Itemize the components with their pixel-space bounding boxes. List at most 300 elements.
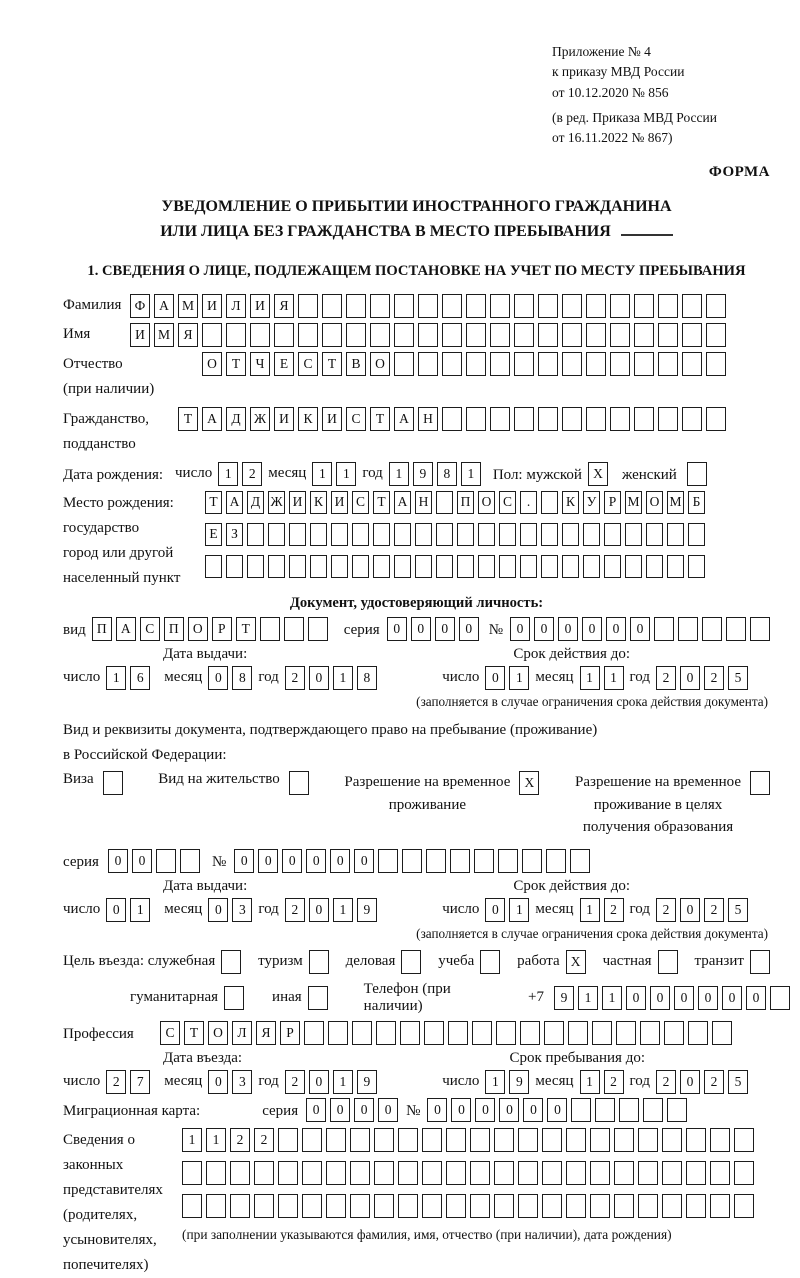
- char-cell[interactable]: [278, 1161, 298, 1185]
- doc-issue-year-cells[interactable]: [285, 666, 377, 690]
- char-cell[interactable]: 1: [604, 666, 624, 690]
- char-cell[interactable]: [373, 555, 390, 578]
- char-cell[interactable]: [658, 352, 678, 376]
- stay-month-cells[interactable]: [580, 1070, 624, 1094]
- char-cell[interactable]: [614, 1194, 634, 1218]
- migration-number-cells[interactable]: [427, 1098, 687, 1122]
- char-cell[interactable]: [640, 1021, 660, 1045]
- char-cell[interactable]: [688, 1021, 708, 1045]
- char-cell[interactable]: [686, 1128, 706, 1152]
- char-cell[interactable]: [686, 1161, 706, 1185]
- char-cell[interactable]: [442, 294, 462, 318]
- char-cell[interactable]: 0: [411, 617, 431, 641]
- char-cell[interactable]: 1: [580, 666, 600, 690]
- char-cell[interactable]: 0: [606, 617, 626, 641]
- char-cell[interactable]: [302, 1194, 322, 1218]
- char-cell[interactable]: [394, 294, 414, 318]
- char-cell[interactable]: Т: [236, 617, 256, 641]
- purpose-business-checkbox[interactable]: [401, 950, 421, 974]
- char-cell[interactable]: [156, 849, 176, 873]
- char-cell[interactable]: 1: [333, 1070, 353, 1094]
- doc-issue-month-cells[interactable]: [208, 666, 252, 690]
- char-cell[interactable]: 2: [704, 1070, 724, 1094]
- char-cell[interactable]: [376, 1021, 396, 1045]
- char-cell[interactable]: С: [140, 617, 160, 641]
- char-cell[interactable]: 2: [604, 1070, 624, 1094]
- char-cell[interactable]: [496, 1021, 516, 1045]
- char-cell[interactable]: [520, 523, 537, 546]
- char-cell[interactable]: [658, 294, 678, 318]
- char-cell[interactable]: [590, 1161, 610, 1185]
- char-cell[interactable]: [688, 555, 705, 578]
- char-cell[interactable]: 2: [254, 1128, 274, 1152]
- char-cell[interactable]: [457, 555, 474, 578]
- char-cell[interactable]: [542, 1128, 562, 1152]
- char-cell[interactable]: [350, 1194, 370, 1218]
- name-cells[interactable]: [130, 323, 726, 347]
- char-cell[interactable]: [373, 523, 390, 546]
- char-cell[interactable]: С: [499, 491, 516, 514]
- char-cell[interactable]: [322, 323, 342, 347]
- char-cell[interactable]: [538, 407, 558, 431]
- char-cell[interactable]: А: [394, 407, 414, 431]
- char-cell[interactable]: Я: [178, 323, 198, 347]
- char-cell[interactable]: Т: [184, 1021, 204, 1045]
- char-cell[interactable]: [490, 294, 510, 318]
- char-cell[interactable]: 3: [232, 1070, 252, 1094]
- char-cell[interactable]: [562, 407, 582, 431]
- char-cell[interactable]: [583, 555, 600, 578]
- char-cell[interactable]: М: [625, 491, 642, 514]
- char-cell[interactable]: [400, 1021, 420, 1045]
- char-cell[interactable]: [566, 1128, 586, 1152]
- char-cell[interactable]: 1: [312, 462, 332, 486]
- char-cell[interactable]: [562, 294, 582, 318]
- char-cell[interactable]: [562, 352, 582, 376]
- char-cell[interactable]: [394, 555, 411, 578]
- char-cell[interactable]: Т: [178, 407, 198, 431]
- char-cell[interactable]: [595, 1098, 615, 1122]
- char-cell[interactable]: 0: [510, 617, 530, 641]
- char-cell[interactable]: [490, 323, 510, 347]
- char-cell[interactable]: [418, 294, 438, 318]
- char-cell[interactable]: 9: [413, 462, 433, 486]
- char-cell[interactable]: Р: [280, 1021, 300, 1045]
- char-cell[interactable]: [278, 1194, 298, 1218]
- char-cell[interactable]: [352, 555, 369, 578]
- char-cell[interactable]: 0: [680, 898, 700, 922]
- char-cell[interactable]: К: [298, 407, 318, 431]
- char-cell[interactable]: 0: [680, 1070, 700, 1094]
- birthplace-row2-cells[interactable]: [205, 523, 705, 546]
- char-cell[interactable]: [446, 1161, 466, 1185]
- char-cell[interactable]: 0: [674, 986, 694, 1010]
- char-cell[interactable]: [206, 1161, 226, 1185]
- char-cell[interactable]: [568, 1021, 588, 1045]
- char-cell[interactable]: [374, 1161, 394, 1185]
- char-cell[interactable]: [326, 1194, 346, 1218]
- char-cell[interactable]: [254, 1194, 274, 1218]
- char-cell[interactable]: [662, 1161, 682, 1185]
- char-cell[interactable]: 0: [330, 1098, 350, 1122]
- char-cell[interactable]: [710, 1194, 730, 1218]
- char-cell[interactable]: [418, 352, 438, 376]
- char-cell[interactable]: К: [310, 491, 327, 514]
- char-cell[interactable]: 0: [485, 898, 505, 922]
- char-cell[interactable]: [450, 849, 470, 873]
- char-cell[interactable]: 2: [704, 898, 724, 922]
- char-cell[interactable]: X: [519, 771, 539, 795]
- char-cell[interactable]: 1: [333, 666, 353, 690]
- char-cell[interactable]: 8: [437, 462, 457, 486]
- char-cell[interactable]: [254, 1161, 274, 1185]
- char-cell[interactable]: [614, 1128, 634, 1152]
- char-cell[interactable]: 0: [234, 849, 254, 873]
- char-cell[interactable]: [289, 771, 309, 795]
- char-cell[interactable]: [638, 1128, 658, 1152]
- char-cell[interactable]: [586, 294, 606, 318]
- char-cell[interactable]: [686, 1194, 706, 1218]
- char-cell[interactable]: [442, 352, 462, 376]
- char-cell[interactable]: [470, 1161, 490, 1185]
- char-cell[interactable]: О: [188, 617, 208, 641]
- char-cell[interactable]: Я: [256, 1021, 276, 1045]
- char-cell[interactable]: [678, 617, 698, 641]
- char-cell[interactable]: 0: [459, 617, 479, 641]
- char-cell[interactable]: 0: [258, 849, 278, 873]
- char-cell[interactable]: О: [208, 1021, 228, 1045]
- char-cell[interactable]: [415, 523, 432, 546]
- char-cell[interactable]: Т: [226, 352, 246, 376]
- char-cell[interactable]: [466, 294, 486, 318]
- char-cell[interactable]: [614, 1161, 634, 1185]
- char-cell[interactable]: 1: [509, 666, 529, 690]
- char-cell[interactable]: [446, 1128, 466, 1152]
- char-cell[interactable]: М: [154, 323, 174, 347]
- char-cell[interactable]: [494, 1194, 514, 1218]
- char-cell[interactable]: [610, 294, 630, 318]
- char-cell[interactable]: [436, 555, 453, 578]
- char-cell[interactable]: [590, 1128, 610, 1152]
- char-cell[interactable]: 1: [580, 898, 600, 922]
- char-cell[interactable]: [180, 849, 200, 873]
- char-cell[interactable]: [202, 323, 222, 347]
- char-cell[interactable]: 2: [704, 666, 724, 690]
- char-cell[interactable]: [103, 771, 123, 795]
- char-cell[interactable]: [562, 555, 579, 578]
- char-cell[interactable]: [378, 849, 398, 873]
- char-cell[interactable]: [260, 617, 280, 641]
- entry-month-cells[interactable]: [208, 1070, 252, 1094]
- char-cell[interactable]: 5: [728, 666, 748, 690]
- char-cell[interactable]: [394, 523, 411, 546]
- char-cell[interactable]: [331, 555, 348, 578]
- char-cell[interactable]: 6: [130, 666, 150, 690]
- char-cell[interactable]: 0: [208, 1070, 228, 1094]
- char-cell[interactable]: [278, 1128, 298, 1152]
- char-cell[interactable]: [667, 555, 684, 578]
- char-cell[interactable]: [247, 555, 264, 578]
- purpose-humanitarian-checkbox[interactable]: [224, 986, 244, 1010]
- char-cell[interactable]: [326, 1161, 346, 1185]
- char-cell[interactable]: [298, 323, 318, 347]
- char-cell[interactable]: 0: [435, 617, 455, 641]
- char-cell[interactable]: [604, 555, 621, 578]
- char-cell[interactable]: [654, 617, 674, 641]
- entry-day-cells[interactable]: [106, 1070, 150, 1094]
- char-cell[interactable]: [402, 849, 422, 873]
- char-cell[interactable]: И: [130, 323, 150, 347]
- char-cell[interactable]: 1: [389, 462, 409, 486]
- char-cell[interactable]: [658, 323, 678, 347]
- char-cell[interactable]: И: [250, 294, 270, 318]
- char-cell[interactable]: [726, 617, 746, 641]
- char-cell[interactable]: [750, 617, 770, 641]
- migration-series-cells[interactable]: [306, 1098, 398, 1122]
- char-cell[interactable]: [586, 407, 606, 431]
- char-cell[interactable]: [436, 491, 453, 514]
- char-cell[interactable]: 2: [656, 1070, 676, 1094]
- char-cell[interactable]: 0: [306, 849, 326, 873]
- char-cell[interactable]: [470, 1128, 490, 1152]
- char-cell[interactable]: 1: [106, 666, 126, 690]
- char-cell[interactable]: 0: [722, 986, 742, 1010]
- char-cell[interactable]: 0: [499, 1098, 519, 1122]
- char-cell[interactable]: [514, 407, 534, 431]
- char-cell[interactable]: 0: [523, 1098, 543, 1122]
- char-cell[interactable]: [289, 555, 306, 578]
- char-cell[interactable]: 1: [182, 1128, 202, 1152]
- char-cell[interactable]: И: [289, 491, 306, 514]
- char-cell[interactable]: 9: [357, 1070, 377, 1094]
- char-cell[interactable]: [472, 1021, 492, 1045]
- char-cell[interactable]: [422, 1194, 442, 1218]
- citizenship-cells[interactable]: [178, 407, 726, 431]
- char-cell[interactable]: [221, 950, 241, 974]
- sex-male-checkbox[interactable]: [588, 462, 608, 486]
- doc-number-cells[interactable]: [510, 617, 770, 641]
- char-cell[interactable]: [308, 617, 328, 641]
- char-cell[interactable]: [474, 849, 494, 873]
- char-cell[interactable]: [310, 523, 327, 546]
- char-cell[interactable]: [374, 1194, 394, 1218]
- stay-year-cells[interactable]: [656, 1070, 748, 1094]
- purpose-study-checkbox[interactable]: [480, 950, 500, 974]
- char-cell[interactable]: [514, 323, 534, 347]
- char-cell[interactable]: [466, 323, 486, 347]
- char-cell[interactable]: 0: [309, 898, 329, 922]
- char-cell[interactable]: 0: [378, 1098, 398, 1122]
- char-cell[interactable]: П: [164, 617, 184, 641]
- char-cell[interactable]: [566, 1194, 586, 1218]
- char-cell[interactable]: [394, 323, 414, 347]
- char-cell[interactable]: 0: [451, 1098, 471, 1122]
- char-cell[interactable]: [546, 849, 566, 873]
- char-cell[interactable]: [566, 1161, 586, 1185]
- char-cell[interactable]: 0: [475, 1098, 495, 1122]
- char-cell[interactable]: [308, 986, 328, 1010]
- char-cell[interactable]: П: [457, 491, 474, 514]
- char-cell[interactable]: [541, 555, 558, 578]
- char-cell[interactable]: 0: [132, 849, 152, 873]
- char-cell[interactable]: [518, 1128, 538, 1152]
- char-cell[interactable]: [478, 523, 495, 546]
- sex-female-checkbox[interactable]: [687, 462, 707, 486]
- char-cell[interactable]: [706, 407, 726, 431]
- char-cell[interactable]: [350, 1161, 370, 1185]
- char-cell[interactable]: [616, 1021, 636, 1045]
- residence-valid-month-cells[interactable]: [580, 898, 624, 922]
- char-cell[interactable]: С: [298, 352, 318, 376]
- char-cell[interactable]: [706, 323, 726, 347]
- char-cell[interactable]: Л: [226, 294, 246, 318]
- char-cell[interactable]: .: [520, 491, 537, 514]
- char-cell[interactable]: 0: [208, 666, 228, 690]
- char-cell[interactable]: [268, 523, 285, 546]
- char-cell[interactable]: 2: [230, 1128, 250, 1152]
- char-cell[interactable]: [346, 294, 366, 318]
- char-cell[interactable]: [401, 950, 421, 974]
- char-cell[interactable]: М: [667, 491, 684, 514]
- char-cell[interactable]: Д: [226, 407, 246, 431]
- char-cell[interactable]: [426, 849, 446, 873]
- char-cell[interactable]: [770, 986, 790, 1010]
- char-cell[interactable]: [604, 523, 621, 546]
- char-cell[interactable]: 9: [509, 1070, 529, 1094]
- char-cell[interactable]: [610, 407, 630, 431]
- char-cell[interactable]: [247, 523, 264, 546]
- char-cell[interactable]: [182, 1194, 202, 1218]
- char-cell[interactable]: [682, 352, 702, 376]
- char-cell[interactable]: [643, 1098, 663, 1122]
- char-cell[interactable]: 0: [208, 898, 228, 922]
- char-cell[interactable]: [457, 523, 474, 546]
- char-cell[interactable]: [289, 523, 306, 546]
- char-cell[interactable]: Т: [373, 491, 390, 514]
- char-cell[interactable]: А: [202, 407, 222, 431]
- birth-month-cells[interactable]: [312, 462, 356, 486]
- char-cell[interactable]: 2: [285, 1070, 305, 1094]
- char-cell[interactable]: О: [370, 352, 390, 376]
- char-cell[interactable]: 0: [427, 1098, 447, 1122]
- char-cell[interactable]: [592, 1021, 612, 1045]
- char-cell[interactable]: [625, 555, 642, 578]
- residence-permit-checkbox[interactable]: [289, 771, 309, 795]
- char-cell[interactable]: [226, 555, 243, 578]
- char-cell[interactable]: Ч: [250, 352, 270, 376]
- char-cell[interactable]: [586, 352, 606, 376]
- char-cell[interactable]: 0: [650, 986, 670, 1010]
- char-cell[interactable]: О: [478, 491, 495, 514]
- char-cell[interactable]: [352, 523, 369, 546]
- char-cell[interactable]: [610, 323, 630, 347]
- char-cell[interactable]: [302, 1128, 322, 1152]
- char-cell[interactable]: [205, 555, 222, 578]
- char-cell[interactable]: С: [352, 491, 369, 514]
- char-cell[interactable]: X: [566, 950, 586, 974]
- char-cell[interactable]: [734, 1128, 754, 1152]
- char-cell[interactable]: 0: [282, 849, 302, 873]
- char-cell[interactable]: [230, 1194, 250, 1218]
- char-cell[interactable]: [498, 849, 518, 873]
- birthplace-row1-cells[interactable]: [205, 491, 705, 514]
- char-cell[interactable]: 0: [309, 1070, 329, 1094]
- char-cell[interactable]: [418, 323, 438, 347]
- char-cell[interactable]: [544, 1021, 564, 1045]
- char-cell[interactable]: [682, 323, 702, 347]
- char-cell[interactable]: [466, 352, 486, 376]
- char-cell[interactable]: [370, 323, 390, 347]
- char-cell[interactable]: Ж: [268, 491, 285, 514]
- char-cell[interactable]: [646, 523, 663, 546]
- surname-cells[interactable]: [130, 294, 726, 318]
- patronymic-cells[interactable]: [202, 352, 726, 376]
- char-cell[interactable]: [518, 1161, 538, 1185]
- char-cell[interactable]: 0: [534, 617, 554, 641]
- char-cell[interactable]: [446, 1194, 466, 1218]
- char-cell[interactable]: 1: [336, 462, 356, 486]
- char-cell[interactable]: 0: [106, 898, 126, 922]
- char-cell[interactable]: [662, 1128, 682, 1152]
- char-cell[interactable]: Е: [205, 523, 222, 546]
- char-cell[interactable]: [309, 950, 329, 974]
- char-cell[interactable]: 2: [604, 898, 624, 922]
- char-cell[interactable]: [571, 1098, 591, 1122]
- char-cell[interactable]: [658, 407, 678, 431]
- purpose-other-checkbox[interactable]: [308, 986, 328, 1010]
- char-cell[interactable]: В: [346, 352, 366, 376]
- char-cell[interactable]: [448, 1021, 468, 1045]
- residence-issue-day-cells[interactable]: [106, 898, 150, 922]
- phone-cells[interactable]: [554, 986, 790, 1010]
- char-cell[interactable]: [370, 294, 390, 318]
- doc-valid-month-cells[interactable]: [580, 666, 624, 690]
- char-cell[interactable]: [470, 1194, 490, 1218]
- char-cell[interactable]: [350, 1128, 370, 1152]
- char-cell[interactable]: [583, 523, 600, 546]
- char-cell[interactable]: [634, 323, 654, 347]
- char-cell[interactable]: [326, 1128, 346, 1152]
- char-cell[interactable]: [398, 1194, 418, 1218]
- char-cell[interactable]: 0: [626, 986, 646, 1010]
- char-cell[interactable]: X: [588, 462, 608, 486]
- char-cell[interactable]: 0: [354, 849, 374, 873]
- char-cell[interactable]: 0: [485, 666, 505, 690]
- char-cell[interactable]: 0: [309, 666, 329, 690]
- char-cell[interactable]: [398, 1128, 418, 1152]
- char-cell[interactable]: [634, 407, 654, 431]
- char-cell[interactable]: Б: [688, 491, 705, 514]
- char-cell[interactable]: 3: [232, 898, 252, 922]
- char-cell[interactable]: [570, 849, 590, 873]
- char-cell[interactable]: [538, 323, 558, 347]
- char-cell[interactable]: Ж: [250, 407, 270, 431]
- char-cell[interactable]: [734, 1161, 754, 1185]
- char-cell[interactable]: 1: [578, 986, 598, 1010]
- char-cell[interactable]: [374, 1128, 394, 1152]
- char-cell[interactable]: 0: [680, 666, 700, 690]
- char-cell[interactable]: [328, 1021, 348, 1045]
- char-cell[interactable]: 1: [461, 462, 481, 486]
- visa-checkbox[interactable]: [103, 771, 123, 795]
- char-cell[interactable]: [522, 849, 542, 873]
- char-cell[interactable]: 0: [306, 1098, 326, 1122]
- char-cell[interactable]: [638, 1194, 658, 1218]
- char-cell[interactable]: [750, 950, 770, 974]
- char-cell[interactable]: Т: [370, 407, 390, 431]
- doc-valid-day-cells[interactable]: [485, 666, 529, 690]
- char-cell[interactable]: 0: [582, 617, 602, 641]
